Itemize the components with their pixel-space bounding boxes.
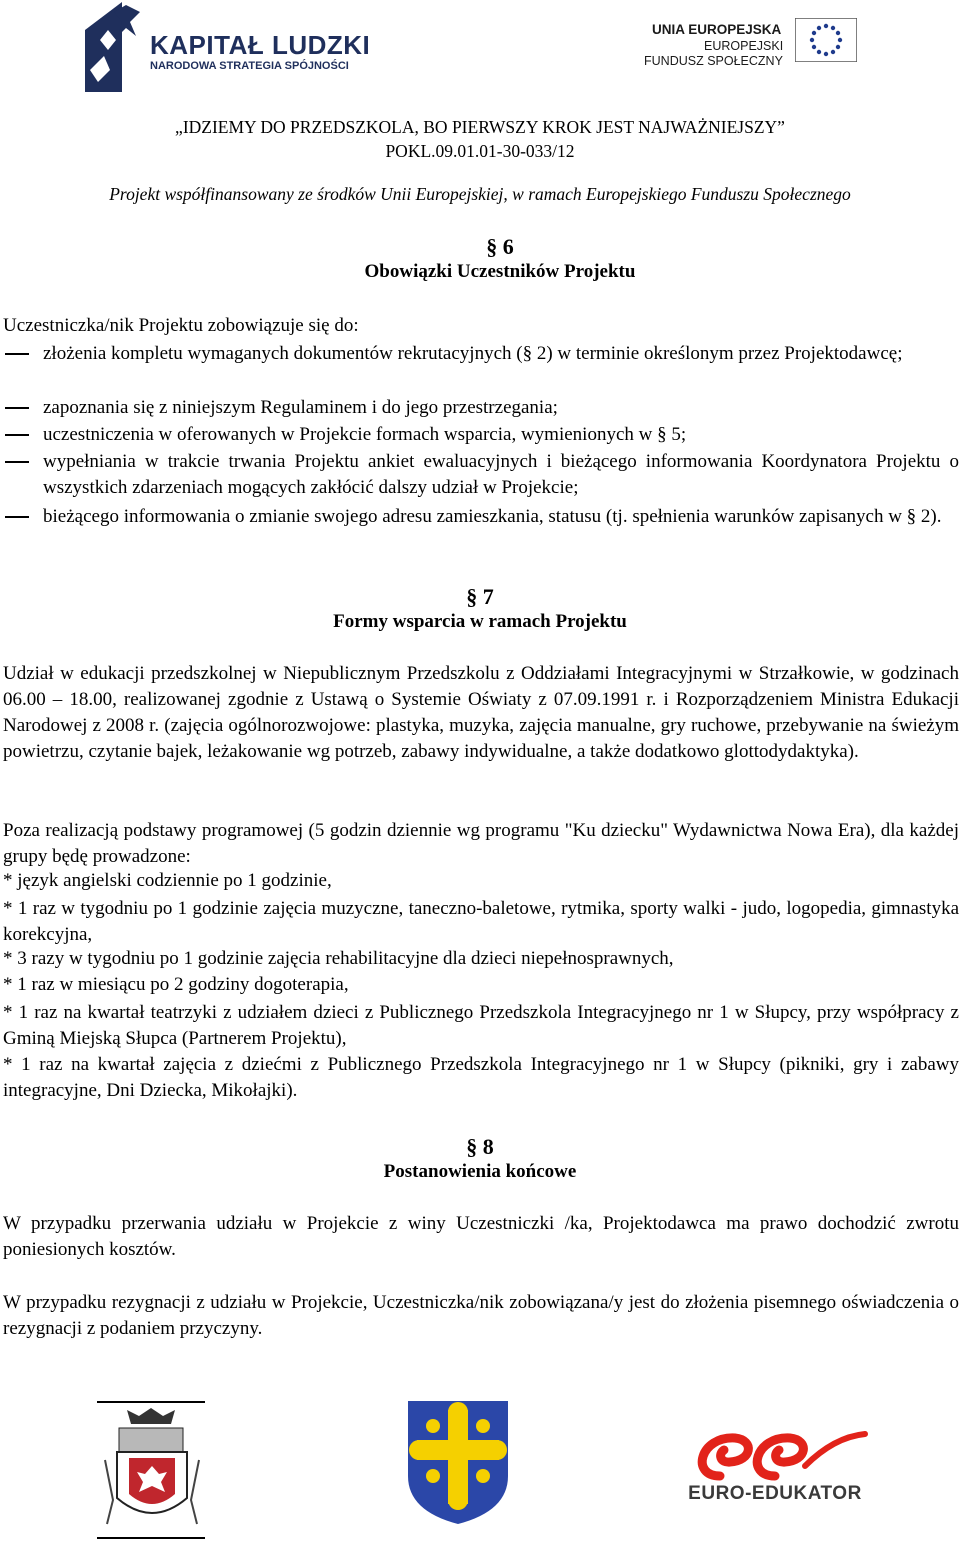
obligation-item: bieżącego informowania o zmianie swojego adresu zamieszkania, statusu (tj. spełnienia warunków zapisanych w § 2). xyxy=(43,506,942,527)
ue-fund-line1: EUROPEJSKI xyxy=(704,39,784,53)
kl-title: KAPITAŁ LUDZKI xyxy=(150,30,371,60)
obligation-item: uczestniczenia w oferowanych w Projekcie formach wsparcia, wymienionych w § 5; xyxy=(43,424,687,445)
obligation-item: wypełniania w trakcie trwania Projektu ankiet ewaluacyjnych i bieżącego informowania Koordynatora Projektu o wszystkich zdarzeniach mogących zakłócić dalszy udział w Projekcie; xyxy=(43,451,959,498)
program-item: * język angielski codziennie po 1 godzinie, xyxy=(3,870,332,891)
dash-bullet xyxy=(5,407,29,409)
ue-fund-line2: FUNDUSZ SPOŁECZNY xyxy=(644,54,783,68)
support-paragraph: Udział w edukacji przedszkolnej w Niepublicznym Przedszkolu z Oddziałami Integracyjnymi w Strzałkowie, w godzinach 06.00 – 18.00, realizowanej zgodnie z Ustawą o Systemie Oświaty z 07.09.1991 r. i Rozporządzeniem Ministra Edukacji Narodowej z 2008 r. (zajęcia ogólnorozwojowe: plastyka, muzyka, zajęcia manualne, gry ruchowe, przebywanie na świeżym powietrzu, czytanie bajek, leżakowanie wg potrzeb, zabawy indywidualne, a także dodatkowo glottodydaktyka). xyxy=(3,663,959,762)
obligation-item: zapoznania się z niniejszym Regulaminem i do jego przestrzegania; xyxy=(43,397,558,418)
final-paragraph: W przypadku rezygnacji z udziału w Projekcie, Uczestniczka/nik zobowiązana/y jest do złożenia pisemnego oświadczenia o rezygnacji z podaniem przyczyny. xyxy=(3,1292,959,1339)
kl-subtitle: NARODOWA STRATEGIA SPÓJNOŚCI xyxy=(150,60,349,72)
euro-edukator-wordmark: EURO-EDUKATOR xyxy=(688,1483,862,1504)
section-8-title: Postanowienia końcowe xyxy=(383,1161,577,1182)
final-paragraph: W przypadku przerwania udziału w Projekcie z winy Uczestniczki /ka, Projektodawca ma prawo dochodzić zwrotu poniesionych kosztów. xyxy=(3,1213,959,1260)
dash-bullet xyxy=(5,461,29,463)
ue-label: UNIA EUROPEJSKA xyxy=(652,22,782,37)
program-item: * 1 raz w miesiącu po 2 godziny dogoterapia, xyxy=(3,974,349,995)
program-item: * 1 raz na kwartał zajęcia z dziećmi z Publicznego Przedszkola Integracyjnego nr 1 w Słupcy (pikniki, gry i zabawy integracyjne, Dni Dziecka, Mikołajki). xyxy=(3,1054,959,1101)
project-code: POKL.09.01.01-30-033/12 xyxy=(385,141,575,161)
county-crest-logo xyxy=(97,1400,207,1540)
program-item: * 3 razy w tygodniu po 1 godzinie zajęcia rehabilitacyjne dla dzieci niepełnosprawnych, xyxy=(3,948,674,969)
section-7-sign: § 7 xyxy=(466,584,494,609)
cofinance-note: Projekt współfinansowany ze środków Unii Europejskiej, w ramach Europejskiego Funduszu Społecznego xyxy=(109,184,851,204)
section-8-sign: § 8 xyxy=(466,1134,494,1159)
dash-bullet xyxy=(5,516,29,518)
program-item: * 1 raz na kwartał teatrzyki z udziałem dzieci z Publicznego Przedszkola Integracyjnego nr 1 w Słupcy, przy współpracy z Gminą Miejską Słupca (Partnerem Projektu), xyxy=(3,1002,959,1049)
section-6-title: Obowiązki Uczestników Projektu xyxy=(364,261,636,282)
section-7-title: Formy wsparcia w ramach Projektu xyxy=(333,611,627,632)
project-title: „IDZIEMY DO PRZEDSZKOLA, BO PIERWSZY KROK JEST NAJWAŻNIEJSZY” xyxy=(175,117,785,137)
dash-bullet xyxy=(5,353,29,355)
program-paragraph: Poza realizacją podstawy programowej (5 godzin dziennie wg programu "Ku dziecku" Wydawnictwa Nowa Era), dla każdej grupy będę prowadzone: xyxy=(3,820,959,867)
obligation-item: złożenia kompletu wymaganych dokumentów rekrutacyjnych (§ 2) w terminie określonym przez Projektodawcę; xyxy=(43,343,903,364)
dash-bullet xyxy=(5,434,29,436)
cross-crest-logo xyxy=(403,1396,513,1526)
eu-flag-icon xyxy=(795,18,857,62)
section-6-intro: Uczestniczka/nik Projektu zobowiązuje się do: xyxy=(3,315,359,336)
program-item: * 1 raz w tygodniu po 1 godzinie zajęcia muzyczne, taneczno-baletowe, rytmika, sporty walki - judo, logopedia, gimnastyka korekcyjna, xyxy=(3,898,959,945)
section-6-sign: § 6 xyxy=(486,234,514,259)
